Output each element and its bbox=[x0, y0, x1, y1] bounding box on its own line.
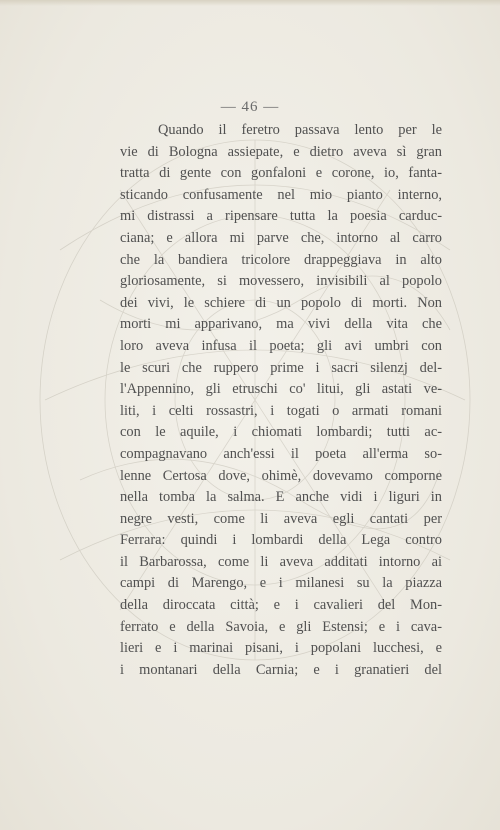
text-line: dei vivi, le schiere di un popolo di morti. Non bbox=[120, 294, 442, 311]
text-line: della diroccata città; e i cavalieri del Mon- bbox=[120, 597, 442, 614]
text-line: morti mi apparivano, ma vivi della vita che bbox=[120, 316, 442, 333]
text-line: negre vesti, come li aveva egli cantati per bbox=[120, 510, 442, 527]
text-line: ciana; e allora mi parve che, intorno al carro bbox=[120, 229, 442, 246]
text-line: compagnavano anch'essi il poeta all'erma so- bbox=[120, 445, 442, 462]
text-line: loro aveva infusa il poeta; gli avi umbri con bbox=[120, 337, 442, 354]
text-line: nella tomba la salma. E anche vidi i liguri in bbox=[120, 489, 442, 506]
text-line: i montanari della Carnia; e i granatieri del bbox=[120, 661, 442, 678]
text-line: mi distrassi a ripensare tutta la poesia carduc- bbox=[120, 208, 442, 225]
text-line: campi di Marengo, e i milanesi su la piazza bbox=[120, 575, 442, 592]
text-line: gloriosamente, si movessero, invisibili al popolo bbox=[120, 273, 442, 290]
text-line: le scuri che ruppero prime i sacri silenzj del- bbox=[120, 359, 442, 376]
text-line: lenne Certosa dove, ohimè, dovevamo comporne bbox=[120, 467, 442, 484]
text-line: tratta di gente con gonfaloni e corone, io, fanta- bbox=[120, 165, 442, 182]
body-text bbox=[120, 120, 442, 681]
text-line: Ferrara: quindi i lombardi della Lega contro bbox=[120, 532, 442, 549]
text-line: il Barbarossa, come li aveva additati intorno ai bbox=[120, 553, 442, 570]
text-line: lieri e i marinai pisani, i popolani lucchesi, e bbox=[120, 640, 442, 657]
text-line: Quando il feretro passava lento per le bbox=[158, 122, 442, 138]
text-line: liti, i celti rossastri, i togati o armati romani bbox=[120, 402, 442, 419]
page-number: — 46 — bbox=[220, 99, 280, 115]
text-line: vie di Bologna assiepate, e dietro aveva sì gran bbox=[120, 143, 442, 160]
text-line: sticando confusamente nel mio pianto interno, bbox=[120, 186, 442, 203]
text-line: ferrato e della Savoia, e gli Estensi; e i cava- bbox=[120, 618, 442, 635]
text-line: con le aquile, i chiomati lombardi; tutti ac- bbox=[120, 424, 442, 441]
text-line: l'Appennino, gli etruschi co' litui, gli astati ve- bbox=[120, 381, 442, 398]
text-line: che la bandiera tricolore drappeggiava in alto bbox=[120, 251, 442, 268]
